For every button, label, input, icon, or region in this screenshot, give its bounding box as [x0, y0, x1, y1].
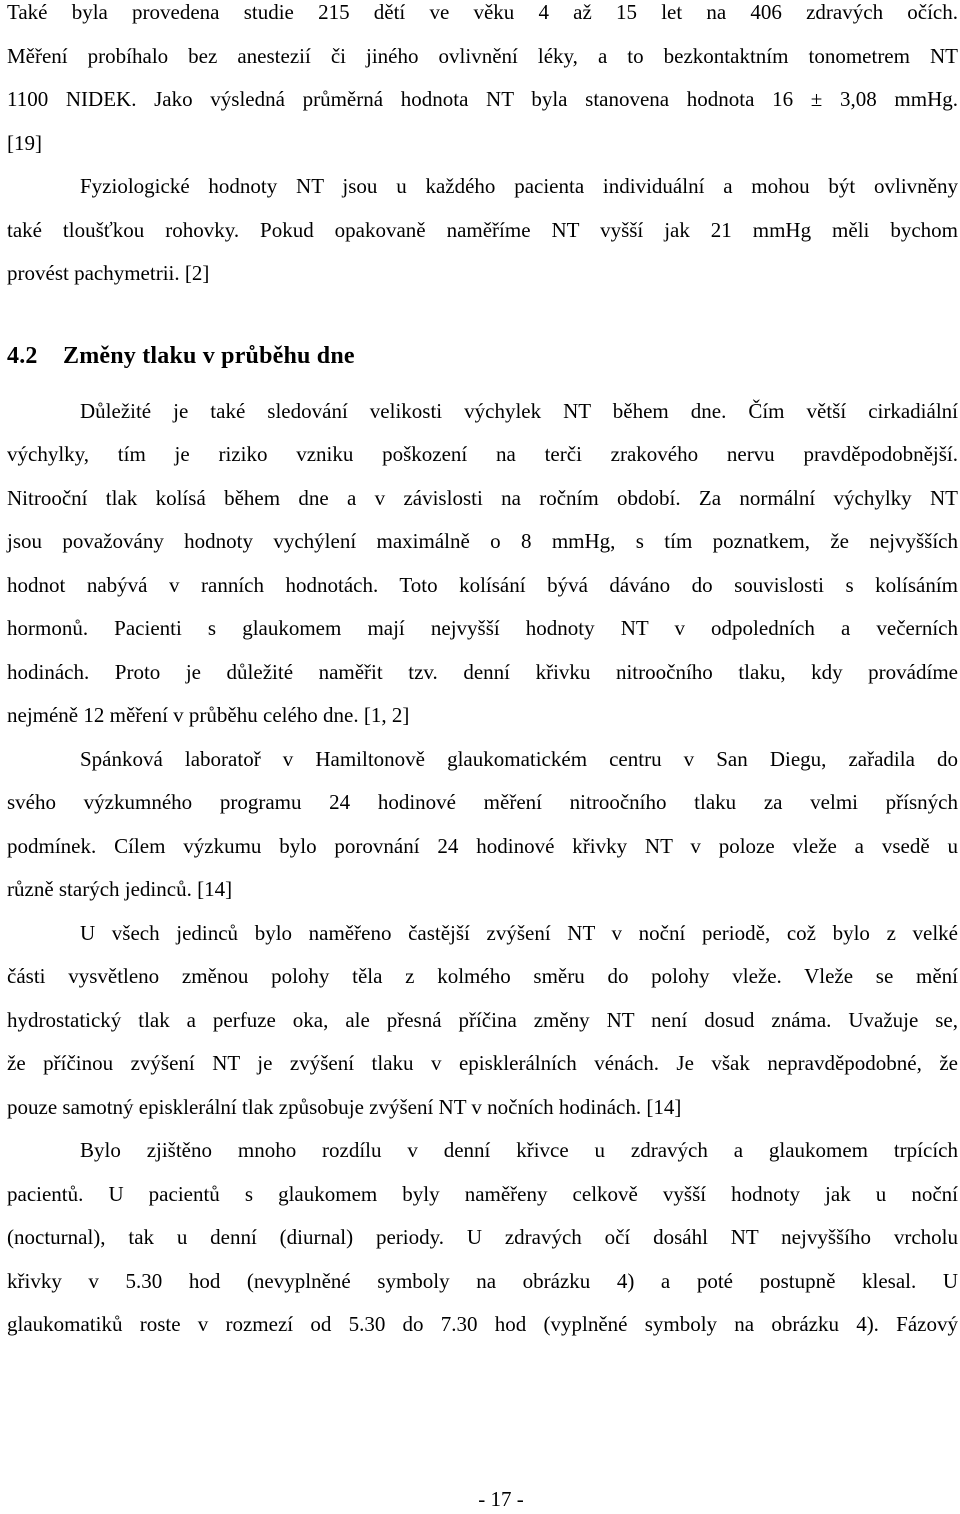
- section-number: 4.2: [7, 342, 38, 369]
- text-line: hormonů. Pacienti s glaukomem mají nejvyšší hodnoty NT v odpoledních a večerních: [7, 616, 958, 640]
- page-footer: [0, 1484, 960, 1514]
- text-line: Spánková laboratoř v Hamiltonově glaukomatickém centru v San Diegu, zařadila do: [80, 746, 958, 771]
- text-line: části vysvětleno změnou polohy těla z kolmého směru do polohy vleže. Vleže se mění: [7, 964, 958, 988]
- text-line: křivky v 5.30 hod (nevyplněné symboly na obrázku 4) a poté postupně klesal. U: [7, 1268, 958, 1293]
- paragraph-night-increase: [7, 912, 958, 1130]
- text-line: U všech jedinců bylo naměřeno častější zvýšení NT v noční periodě, což bylo z velké: [80, 920, 958, 945]
- text-line: hydrostatický tlak a perfuze oka, ale přesná příčina změny NT není dosud známa. Uvažuje se,: [7, 1007, 958, 1032]
- paragraph-physiology: [7, 165, 958, 296]
- text-line: Také byla provedena studie 215 dětí ve věku 4 až 15 let na 406 zdravých očích.: [7, 0, 958, 24]
- text-line: různě starých jedinců. [14]: [7, 877, 233, 901]
- text-line: [19]: [7, 130, 42, 155]
- text-line: jsou považovány hodnoty vychýlení maximálně o 8 mmHg, s tím poznatkem, že nejvyšších: [7, 529, 958, 553]
- text-line: glaukomatiků roste v rozmezí od 5.30 do 7.30 hod (vyplněné symboly na obrázku 4). Fázový: [7, 1312, 958, 1336]
- text-line: výchylky, tím je riziko vzniku poškození na terči zrakového nervu pravděpodobnější.: [7, 442, 958, 466]
- section-heading: [7, 334, 958, 378]
- text-line: svého výzkumného programu 24 hodinové měření nitroočního tlaku za velmi přísných: [7, 790, 958, 814]
- page-number: - 17 -: [478, 1487, 524, 1511]
- text-line: Nitrooční tlak kolísá během dne a v závislosti na ročním období. Za normální výchylky NT: [7, 485, 958, 510]
- text-line: provést pachymetrii. [2]: [7, 261, 210, 285]
- text-line: (nocturnal), tak u denní (diurnal) periody. U zdravých očí dosáhl NT nejvyššího vrcholu: [7, 1225, 958, 1249]
- text-line: také tloušťkou rohovky. Pokud opakovaně naměříme NT vyšší jak 21 mmHg měli bychom: [7, 217, 958, 242]
- document-page: [7, 0, 958, 1347]
- text-line: Měření probíhalo bez anestezií či jiného ovlivnění léky, a to bezkontaktním tonometrem NT: [7, 43, 958, 68]
- paragraph-variation: [7, 390, 958, 738]
- text-line: hodinách. Proto je důležité naměřit tzv. denní křivku nitroočního tlaku, kdy provádíme: [7, 659, 958, 684]
- text-line: Bylo zjištěno mnoho rozdílu v denní křivce u zdravých a glaukomem trpících: [80, 1138, 958, 1162]
- text-line: 1100 NIDEK. Jako výsledná průměrná hodnota NT byla stanovena hodnota 16 ± 3,08 mmHg.: [7, 87, 958, 111]
- text-line: že příčinou zvýšení NT je zvýšení tlaku v episklerálních vénách. Je však nepravděpodobné, že: [7, 1051, 958, 1075]
- text-line: hodnot nabývá v ranních hodnotách. Toto kolísání bývá dáváno do souvislosti s kolísáním: [7, 572, 958, 597]
- section-title: Změny tlaku v průběhu dne: [63, 342, 355, 369]
- paragraph-daily-curve: [7, 1129, 958, 1347]
- paragraph-sleep-lab: [7, 738, 958, 912]
- text-line: nejméně 12 měření v průběhu celého dne. [1, 2]: [7, 703, 410, 727]
- text-line: podmínek. Cílem výzkumu bylo porovnání 24 hodinové křivky NT v poloze vleže a vsedě u: [7, 833, 958, 858]
- text-line: Fyziologické hodnoty NT jsou u každého pacienta individuální a mohou být ovlivněny: [80, 174, 958, 198]
- text-line: Důležité je také sledování velikosti výchylek NT během dne. Čím větší cirkadiální: [80, 398, 958, 423]
- text-line: pouze samotný episklerální tlak způsobuje zvýšení NT v nočních hodinách. [14]: [7, 1094, 682, 1119]
- text-line: pacientů. U pacientů s glaukomem byly naměřeny celkově vyšší hodnoty jak u noční: [7, 1181, 958, 1206]
- paragraph-study: [7, 0, 958, 165]
